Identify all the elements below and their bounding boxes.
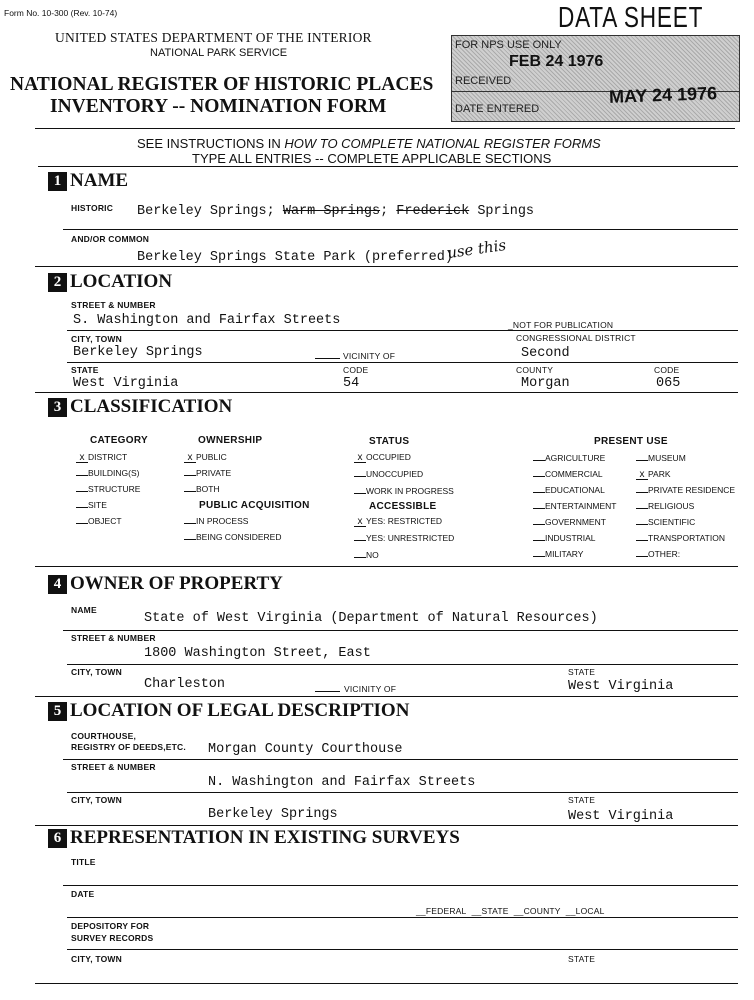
checkbox-transportation[interactable]: TRANSPORTATION xyxy=(636,533,725,543)
data-sheet-stamp: DATA SHEET xyxy=(558,2,704,34)
checkbox-scientific[interactable]: SCIENTIFIC xyxy=(636,517,695,527)
received-date-stamp: FEB 24 1976 xyxy=(509,53,604,70)
depository-label-1: DEPOSITORY FOR xyxy=(71,921,150,931)
checkbox-buildings[interactable]: BUILDING(S) xyxy=(76,468,139,478)
checkbox-other[interactable]: OTHER: xyxy=(636,549,680,559)
accessible-heading: ACCESSIBLE xyxy=(369,501,437,512)
legal-street-label: STREET & NUMBER xyxy=(71,762,156,772)
state-label: STATE xyxy=(71,365,99,375)
entered-date-stamp: MAY 24 1976 xyxy=(608,83,718,107)
common-label: AND/OR COMMON xyxy=(71,234,150,244)
owner-street-value: 1800 Washington Street, East xyxy=(144,646,371,661)
section-2-number: 2 xyxy=(48,273,67,292)
legal-city-label: CITY, TOWN xyxy=(71,795,122,805)
county-option[interactable]: __COUNTY xyxy=(513,906,561,916)
common-value: Berkeley Springs State Park (preferred) xyxy=(137,250,453,265)
courthouse-label-2: REGISTRY OF DEEDS,ETC. xyxy=(71,742,186,752)
city-label: CITY, TOWN xyxy=(71,334,122,344)
form-number: Form No. 10-300 (Rev. 10-74) xyxy=(4,8,118,18)
street-value: S. Washington and Fairfax Streets xyxy=(73,313,341,328)
congressional-label: CONGRESSIONAL DISTRICT xyxy=(516,333,636,343)
survey-city-label: CITY, TOWN xyxy=(71,954,122,964)
historic-label: HISTORIC xyxy=(71,203,114,213)
checkbox-religious[interactable]: RELIGIOUS xyxy=(636,501,694,511)
city-value: Berkeley Springs xyxy=(73,345,203,360)
congressional-value: Second xyxy=(521,346,570,361)
section-6-heading xyxy=(48,827,460,849)
depository-label-2: SURVEY RECORDS xyxy=(71,933,154,943)
present-use-heading: PRESENT USE xyxy=(594,436,668,447)
category-heading: CATEGORY xyxy=(90,435,148,446)
section-4-title: OWNER OF PROPERTY xyxy=(70,573,283,594)
department-name: UNITED STATES DEPARTMENT OF THE INTERIOR xyxy=(55,30,372,45)
owner-vicinity-label: VICINITY OF xyxy=(344,684,397,694)
section-3-heading xyxy=(48,396,232,418)
section-5-number: 5 xyxy=(48,702,67,721)
state-option[interactable]: __STATE xyxy=(471,906,509,916)
section-6-number: 6 xyxy=(48,829,67,848)
form-title-line1: NATIONAL REGISTER OF HISTORIC PLACES xyxy=(10,74,434,95)
instructions-line1 xyxy=(137,136,601,151)
owner-name-value: State of West Virginia (Department of Natural Resources) xyxy=(144,611,598,626)
checkbox-educational[interactable]: EDUCATIONAL xyxy=(533,485,605,495)
legal-street-value: N. Washington and Fairfax Streets xyxy=(208,775,476,790)
survey-type-options xyxy=(416,906,605,916)
checkbox-being-considered[interactable]: BEING CONSIDERED xyxy=(184,532,282,542)
service-name: NATIONAL PARK SERVICE xyxy=(150,47,288,59)
checkbox-site[interactable]: SITE xyxy=(76,500,107,510)
section-5-title: LOCATION OF LEGAL DESCRIPTION xyxy=(70,700,410,721)
section-1-title: NAME xyxy=(70,170,129,191)
section-4-heading xyxy=(48,573,283,595)
legal-city-value: Berkeley Springs xyxy=(208,807,338,822)
owner-name-label: NAME xyxy=(71,605,97,615)
form-title-line2: INVENTORY -- NOMINATION FORM xyxy=(50,96,387,117)
checkbox-park[interactable]: x PARK xyxy=(636,469,671,480)
owner-city-value: Charleston xyxy=(144,677,226,692)
county-label: COUNTY xyxy=(516,365,554,375)
historic-value: Berkeley Springs; Warm Springs; Frederick Springs xyxy=(137,204,535,219)
courthouse-value: Morgan County Courthouse xyxy=(208,742,403,757)
survey-date-label: DATE xyxy=(71,889,95,899)
legal-state-label: STATE xyxy=(568,795,596,805)
nps-use-box xyxy=(451,35,740,122)
street-label: STREET & NUMBER xyxy=(71,300,156,310)
date-entered-label: DATE ENTERED xyxy=(455,103,540,115)
section-2-title: LOCATION xyxy=(70,271,173,292)
checkbox-agriculture[interactable]: AGRICULTURE xyxy=(533,453,605,463)
legal-state-value: West Virginia xyxy=(568,809,674,824)
federal-option[interactable]: __FEDERAL xyxy=(416,906,467,916)
checkbox-both[interactable]: BOTH xyxy=(184,484,220,494)
section-4-number: 4 xyxy=(48,575,67,594)
checkbox-museum[interactable]: MUSEUM xyxy=(636,453,686,463)
county-code-value: 065 xyxy=(656,376,681,391)
courthouse-label-1: COURTHOUSE, xyxy=(71,731,137,741)
county-code-label: CODE xyxy=(654,365,680,375)
section-3-number: 3 xyxy=(48,398,67,417)
section-1-number: 1 xyxy=(48,172,67,191)
local-option[interactable]: __LOCAL xyxy=(565,906,605,916)
checkbox-structure[interactable]: STRUCTURE xyxy=(76,484,140,494)
checkbox-in-process[interactable]: IN PROCESS xyxy=(184,516,248,526)
for-nps-label: FOR NPS USE ONLY xyxy=(455,39,562,51)
ownership-heading: OWNERSHIP xyxy=(198,435,263,446)
state-value: West Virginia xyxy=(73,376,179,391)
checkbox-object[interactable]: OBJECT xyxy=(76,516,122,526)
checkbox-entertainment[interactable]: ENTERTAINMENT xyxy=(533,501,616,511)
checkbox-unoccupied[interactable]: UNOCCUPIED xyxy=(354,469,423,479)
checkbox-private-residence[interactable]: PRIVATE RESIDENCE xyxy=(636,485,735,495)
survey-state-label: STATE xyxy=(568,954,596,964)
vicinity-label: VICINITY OF xyxy=(343,351,396,361)
owner-state-value: West Virginia xyxy=(568,679,674,694)
owner-street-label: STREET & NUMBER xyxy=(71,633,156,643)
checkbox-work-in-progress[interactable]: WORK IN PROGRESS xyxy=(354,486,454,496)
status-heading: STATUS xyxy=(369,436,410,447)
section-1-heading xyxy=(48,170,128,192)
owner-state-label: STATE xyxy=(568,667,596,677)
code-value: 54 xyxy=(343,376,360,391)
instructions-title: HOW TO COMPLETE NATIONAL REGISTER FORMS xyxy=(284,136,601,151)
checkbox-military[interactable]: MILITARY xyxy=(533,549,583,559)
checkbox-industrial[interactable]: INDUSTRIAL xyxy=(533,533,596,543)
checkbox-district[interactable]: x DISTRICT xyxy=(76,452,127,463)
instructions-prefix: SEE INSTRUCTIONS IN xyxy=(137,136,285,151)
section-2-heading xyxy=(48,271,172,293)
checkbox-yes-restricted[interactable]: x YES: RESTRICTED xyxy=(354,516,442,527)
checkbox-yes-unrestricted[interactable]: YES: UNRESTRICTED xyxy=(354,533,454,543)
checkbox-government[interactable]: GOVERNMENT xyxy=(533,517,606,527)
checkbox-commercial[interactable]: COMMERCIAL xyxy=(533,469,603,479)
not-for-publication: _NOT FOR PUBLICATION xyxy=(508,320,614,330)
handwritten-note: use this xyxy=(446,235,508,263)
checkbox-occupied[interactable]: x OCCUPIED xyxy=(354,452,411,463)
survey-title-label: TITLE xyxy=(71,857,96,867)
section-3-title: CLASSIFICATION xyxy=(70,396,233,417)
checkbox-no[interactable]: NO xyxy=(354,550,379,560)
instructions-line2: TYPE ALL ENTRIES -- COMPLETE APPLICABLE SECTIONS xyxy=(192,151,552,166)
county-value: Morgan xyxy=(521,376,570,391)
owner-city-label: CITY, TOWN xyxy=(71,667,122,677)
section-6-title: REPRESENTATION IN EXISTING SURVEYS xyxy=(70,827,460,848)
checkbox-private[interactable]: PRIVATE xyxy=(184,468,231,478)
received-label: RECEIVED xyxy=(455,75,512,87)
section-5-heading xyxy=(48,700,409,722)
checkbox-public[interactable]: x PUBLIC xyxy=(184,452,227,463)
code-label: CODE xyxy=(343,365,369,375)
public-acquisition-heading: PUBLIC ACQUISITION xyxy=(199,500,310,511)
